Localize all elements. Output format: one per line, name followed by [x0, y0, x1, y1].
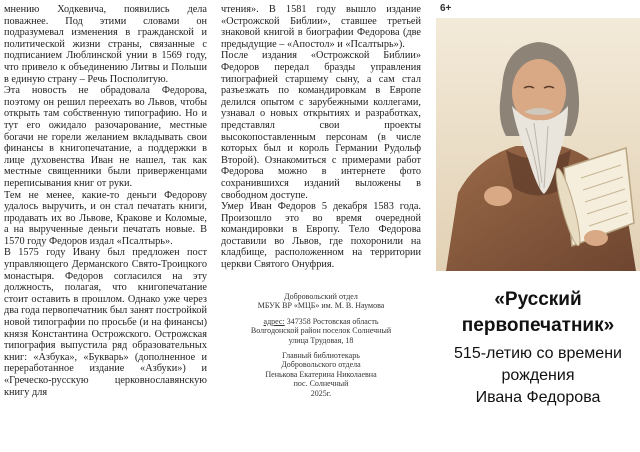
- compiler-info: [221, 351, 421, 398]
- subtitle-line-2: рождения: [501, 367, 575, 384]
- middle-text-column: [221, 4, 421, 271]
- staff-line-4: пос. Солнечный: [293, 379, 349, 389]
- address-label: адрес:: [263, 316, 285, 326]
- subtitle-line-1: 515-летию со времени: [454, 345, 622, 362]
- brochure-title: [436, 287, 640, 339]
- middle-paragraph-1: чтения». В 1581 году вышло издание «Острожской Библии», ставшее третьей знаковой книгой в биографии Федорова (две предыдущие – «Апостол» и «Псалтырь»).: [221, 4, 421, 50]
- imprint-year: 2025г.: [310, 388, 332, 398]
- staff-line-2: Добровольского отдела: [281, 360, 361, 370]
- middle-paragraph-2: После издания «Острожской Библии» Федоров передал бразды управления типографией старшему сыну, а сам стал разъезжать по командировкам в Европе делился опытом с зарубежными коллегами, узнавал о новых открытиях и разработках, представлял свои проекты высокопоставленным персонам (в числе которых был и король Германии Рудольф Второй). Ознакомиться с примерами работ Федорова можно в интернете фото сохранившихся изданий выложены в свободном доступе.: [221, 50, 421, 201]
- dept-line-2: МБУК ВР «МЦБ» им. М. В. Наумова: [257, 301, 385, 311]
- brochure-subtitle: [436, 343, 640, 409]
- address-line-1: 347358 Ростовская область: [284, 316, 379, 326]
- left-paragraph-2: Эта новость не обрадовала Федорова, поэтому он решил переехать во Львов, чтобы открыть там собственную типографию. Но и тут его ожидало разочарование, местные богачи не горели желанием вкладывать свои финансы в книгопечатание, а поддержки в лице духовенства Иван не нашел, так как местные священники были приверженцами переписывания книг от руки.: [4, 85, 207, 189]
- address-line-3: улица Трудовая, 18: [288, 335, 354, 345]
- title-line-2: первопечатник»: [461, 315, 615, 336]
- address-line-2: Волгодонской район поселок Солнечный: [250, 326, 392, 336]
- age-rating-badge: 6+: [440, 3, 452, 14]
- left-paragraph-4: В 1575 году Ивану был предложен пост управляющего Дерманского Свято-Троицкого монастыря. Федоров согласился на эту должность, полагая, что книгопечатание стоит оставить в прошлом. Однако уже через два года первопечатник был занят постройкой новой типографии по просьбе (и на финансы) князя Константина Острожского. Острожская типография выпустила ряд образовательных книг: «Азбука», «Букварь» (дополненное и переработанное издание «Азбуки») и «Греческо-русскую церковнославянскую книгу для: [4, 247, 207, 398]
- staff-line-1: Главный библиотекарь: [282, 351, 360, 361]
- portrait-illustration: [436, 18, 640, 271]
- left-paragraph-3: Тем не менее, какие-то деньги Федорову удалось выручить, и он стал печатать книги, продавать их во Львове, Кракове и Коломые, а на вырученные деньги печатать новые. В 1570 году Федоров издал «Псалтырь».: [4, 189, 207, 247]
- dept-line-1: Добровольский отдел: [284, 292, 358, 301]
- subtitle-line-3: Ивана Федорова: [475, 389, 601, 406]
- left-paragraph-1: мнению Ходкевича, появились дела поважнее. Под этими словами он подразумевал изменения в гражданской и политической жизни страны, связанные с подписанием Люблинской унии в 1569 году, что привело к объединению Литвы и Польши в единую страну – Речь Посполитую.: [4, 4, 207, 85]
- library-department: [221, 292, 421, 311]
- left-text-column: [4, 4, 207, 398]
- library-address: [221, 317, 421, 345]
- staff-line-3: Пенькова Екатерина Николаевна: [265, 369, 377, 379]
- fedorov-portrait: [436, 18, 640, 271]
- middle-paragraph-3: Умер Иван Федоров 5 декабря 1583 года. Произошло это во время очередной командировки в Европу. Тело Федорова доставили во Львов, где похоронили на кладбище, расположенном на территории церкви Святого Онуфрия.: [221, 201, 421, 271]
- title-line-1: «Русский: [494, 289, 582, 310]
- library-imprint: [221, 292, 421, 404]
